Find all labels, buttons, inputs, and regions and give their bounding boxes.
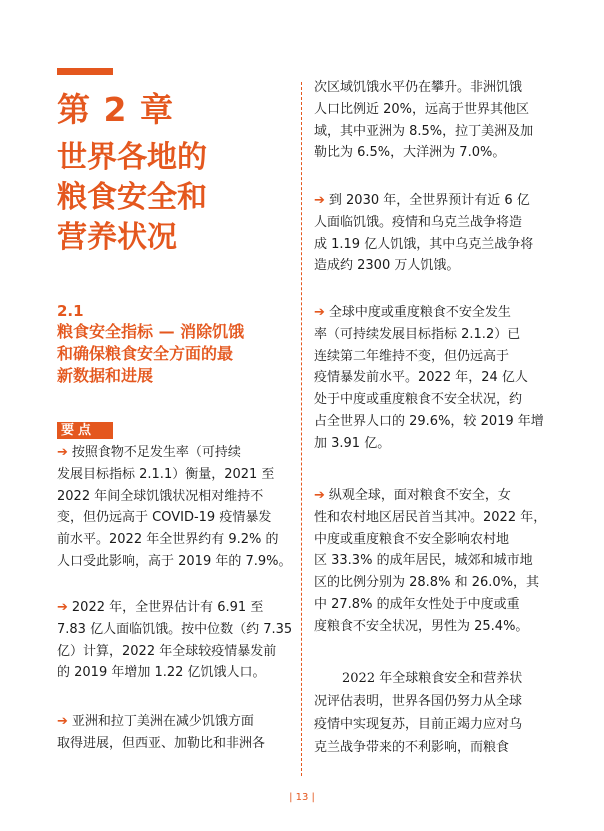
text-line: 造成约 2300 万人饥饿。 — [314, 258, 460, 274]
text-line: 按照食物不足发生率（可持续 — [71, 445, 241, 460]
chapter-accent-bar — [57, 68, 113, 75]
text-line: 疫情中实现复苏，目前正竭力应对乌 — [314, 717, 523, 732]
chapter-title-line: 营养状况 — [57, 220, 177, 255]
text-line: 人口受此影响，高于 2019 年的 7.9%。 — [57, 553, 292, 569]
chapter-title-line: 粮食安全和 — [57, 180, 207, 215]
text-line: 度粮食不安全状况，男性为 25.4%。 — [314, 618, 529, 634]
arrow-icon: ➔ — [314, 305, 325, 320]
key-point-paragraph — [314, 302, 558, 455]
text-line: 人面临饥饿。疫情和乌克兰战争将造 — [314, 214, 523, 230]
text-line: 域，其中亚洲为 8.5%，拉丁美洲及加 — [314, 123, 534, 139]
text-line: 况评估表明，世界各国仍努力从全球 — [314, 694, 523, 709]
text-line: 前水平。2022 年全世界约有 9.2% 的 — [57, 532, 279, 548]
text-line: 中度或重度粮食不安全影响农村地 — [314, 531, 510, 547]
text-line: 中 27.8% 的成年女性处于中度或重 — [314, 596, 520, 612]
text-line: 次区域饥饿水平仍在攀升。非洲饥饿 — [314, 80, 523, 95]
text-line: 的 2019 年增加 1.22 亿饥饿人口。 — [57, 665, 266, 681]
key-points-label: 要点 — [57, 422, 113, 439]
arrow-icon: ➔ — [314, 488, 325, 503]
key-point-paragraph — [57, 597, 297, 684]
page-number: | 13 | — [289, 792, 315, 803]
text-line: 2022 年，全世界估计有 6.91 至 — [71, 600, 264, 615]
section-title-line: 新数据和进展 — [57, 366, 154, 385]
text-line: 亚洲和拉丁美洲在减少饥饿方面 — [71, 714, 254, 729]
text-line: 勒比为 6.5%，大洋洲为 7.0%。 — [314, 145, 506, 161]
chapter-title-line: 世界各地的 — [57, 140, 207, 175]
text-line: 区的比例分别为 28.8% 和 26.0%，其 — [314, 575, 539, 591]
text-line: 处于中度或重度粮食不安全状况，约 — [314, 392, 523, 408]
text-line: 2022 年间全球饥饿状况相对维持不 — [57, 488, 264, 504]
text-line: 发展目标指标 2.1.1）衡量，2021 至 — [57, 466, 275, 482]
continued-paragraph — [314, 77, 558, 164]
text-line: 变，但仍远高于 COVID-19 疫情暴发 — [57, 510, 272, 526]
key-point-paragraph — [57, 711, 297, 755]
text-line: 加 3.91 亿。 — [314, 435, 391, 451]
key-point-paragraph — [314, 190, 558, 277]
section-title-line: 和确保粮食安全方面的最 — [57, 344, 234, 363]
section-number: 2.1 — [57, 302, 84, 320]
text-line: 到 2030 年，全世界预计有近 6 亿 — [328, 193, 530, 208]
text-line: 取得进展，但西亚、加勒比和非洲各 — [57, 735, 266, 751]
chapter-label: 第 2 章 — [57, 90, 174, 129]
text-line: 连续第二年维持不变，但仍远高于 — [314, 348, 510, 364]
body-paragraph — [314, 667, 558, 759]
arrow-icon: ➔ — [57, 714, 68, 729]
section-title — [57, 321, 293, 387]
arrow-icon: ➔ — [314, 193, 325, 208]
text-line: 占全世界人口的 29.6%，较 2019 年增 — [314, 413, 544, 429]
text-line: 率（可持续发展目标指标 2.1.2）已 — [314, 326, 521, 342]
key-point-paragraph — [57, 442, 297, 573]
text-line: 2022 年全球粮食安全和营养状 — [342, 671, 523, 686]
arrow-icon: ➔ — [57, 445, 68, 460]
text-line: 疫情暴发前水平。2022 年，24 亿人 — [314, 370, 528, 386]
arrow-icon: ➔ — [57, 600, 68, 615]
key-point-paragraph — [314, 485, 558, 638]
text-line: 性和农村地区居民首当其冲。2022 年， — [314, 509, 547, 525]
text-line: 人口比例近 20%，远高于世界其他区 — [314, 101, 530, 117]
section-title-line: 粮食安全指标 — 消除饥饿 — [57, 322, 245, 341]
chapter-title — [57, 138, 297, 258]
text-line: 克兰战争带来的不利影响，而粮食 — [314, 740, 510, 755]
text-line: 纵观全球，面对粮食不安全，女 — [328, 488, 511, 503]
text-line: 7.83 亿人面临饥饿。按中位数（约 7.35 — [57, 621, 293, 637]
column-divider — [301, 82, 302, 776]
text-line: 成 1.19 亿人饥饿，其中乌克兰战争将 — [314, 236, 534, 252]
text-line: 亿）计算，2022 年全球较疫情暴发前 — [57, 643, 277, 659]
text-line: 区 33.3% 的成年居民，城郊和城市地 — [314, 553, 533, 569]
text-line: 全球中度或重度粮食不安全发生 — [328, 305, 511, 320]
